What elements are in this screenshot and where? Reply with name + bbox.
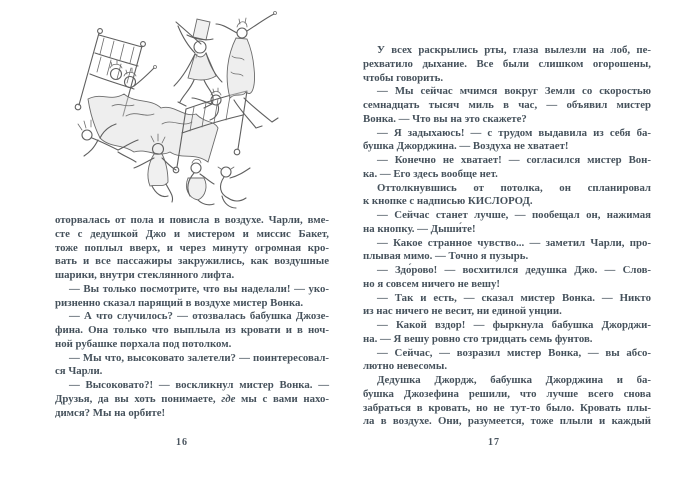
text-line: — Высоковато?! — воскликнул мистер Вонка. — xyxy=(69,379,329,391)
text-line: фина. Она только что выплыла из кровати и в ноч- xyxy=(55,324,329,336)
text-line: — Конечно не хватает! — согласился мистер Вон- xyxy=(377,154,651,166)
text-line: Дедушка Джордж, бабушка Джорджина и ба- xyxy=(377,374,651,386)
text-line: оторвалась от пола и повисла в воздухе. Чарли, вме- xyxy=(55,214,329,226)
text-line: сте с дедушкой Джо и мистером и миссис Бакет, xyxy=(55,227,329,240)
text-line: к кнопке с надписью КИСЛОРОД. xyxy=(363,195,533,208)
text-line: Друзья, да вы хоть понимаете, где мы с вами нахо- xyxy=(55,392,330,405)
text-line: тоже поплыл вверх, и через минуту огромная кро- xyxy=(55,241,329,254)
text-line: — Сейчас станет лучше, — пообещал он, нажимая xyxy=(377,209,651,221)
text-line: ла в воздухе. Они, разумеется, тоже плыли и каждый xyxy=(363,415,651,428)
right-page-text xyxy=(363,44,651,429)
illustration-floating-bed-and-family xyxy=(66,6,298,212)
text-line: Оттолкнувшись от потолка, он спланировал xyxy=(377,181,651,194)
text-line: — Вы только посмотрите, что вы наделали! — уко- xyxy=(69,282,329,295)
text-line: — Сейчас, — возразил мистер Вонка, — вы абсо- xyxy=(377,346,651,359)
text-line: ся Чарли. xyxy=(55,365,103,378)
text-line: — Здо́рово! — восхитился дедушка Джо. — Слов- xyxy=(377,264,651,276)
text-line: Вонка. — Что вы на это скажете? xyxy=(363,112,527,125)
text-line: забраться в кровать, но не тут-то было. Кровать плы- xyxy=(363,401,651,414)
text-line: вать и все пассажиры закружились, как воздушные xyxy=(55,255,329,268)
parents-floating-figures xyxy=(186,159,250,208)
text-line: но я совсем ничего не вешу! xyxy=(363,277,501,290)
right-page-number: 17 xyxy=(488,437,500,448)
text-line: У всех раскрылись рты, глаза вылезли на лоб, пе- xyxy=(377,44,651,56)
text-line: ной рубашке порхала под потолком. xyxy=(55,337,232,350)
left-page-number: 16 xyxy=(176,437,188,448)
text-line: рехватило дыхание. Все были слишком огорошены, xyxy=(363,57,651,70)
text-line: димся? Мы на орбите! xyxy=(55,406,166,419)
text-line: из нас ничего не весит, ни единой унции. xyxy=(363,305,562,318)
text-line: на кнопку. — Дыши́те! xyxy=(363,222,476,235)
text-line: плывая мимо. — Точно я пузырь. xyxy=(363,250,529,263)
text-line: — Так и есть, — сказал мистер Вонка. — Никто xyxy=(377,291,651,304)
text-line: — Какой вздор! — фыркнула бабушка Джорджи- xyxy=(377,319,651,331)
text-line: бушка Джозефина решили, что лучше всего снова xyxy=(363,387,651,400)
text-line: бушка Джорджина. — Воздуха не хватает! xyxy=(363,140,569,153)
text-line: ризненно сказал парящий в воздухе мистер Вонка. xyxy=(55,296,304,309)
text-line: чтобы говорить. xyxy=(363,71,444,84)
grandma-nightgown-figure xyxy=(216,12,278,129)
text-line: шарики, внутри стеклянного лифта. xyxy=(55,269,235,281)
text-line: лютно невесомы. xyxy=(363,360,448,373)
text-line: — Мы сейчас мчимся вокруг Земли со скоростью xyxy=(377,85,651,98)
text-line: — Какое странное чувство... — заметил Чарли, про- xyxy=(377,236,651,249)
text-line: — А что случилось? — отозвалась бабушка Джозе- xyxy=(69,310,329,323)
text-line: ка. — Его здесь вообще нет. xyxy=(363,167,498,180)
text-line: семнадцать тысяч миль в час, — объявил мистер xyxy=(363,99,651,111)
text-line: — Я задыхаюсь! — с трудом выдавила из себя ба- xyxy=(377,126,651,139)
left-page-text xyxy=(55,214,329,420)
text-line: — Мы что, высоковато залетели? — поинтересовал- xyxy=(69,351,329,364)
text-line: на. — Я вешу ровно сто тридцать семь фунтов. xyxy=(363,332,593,345)
